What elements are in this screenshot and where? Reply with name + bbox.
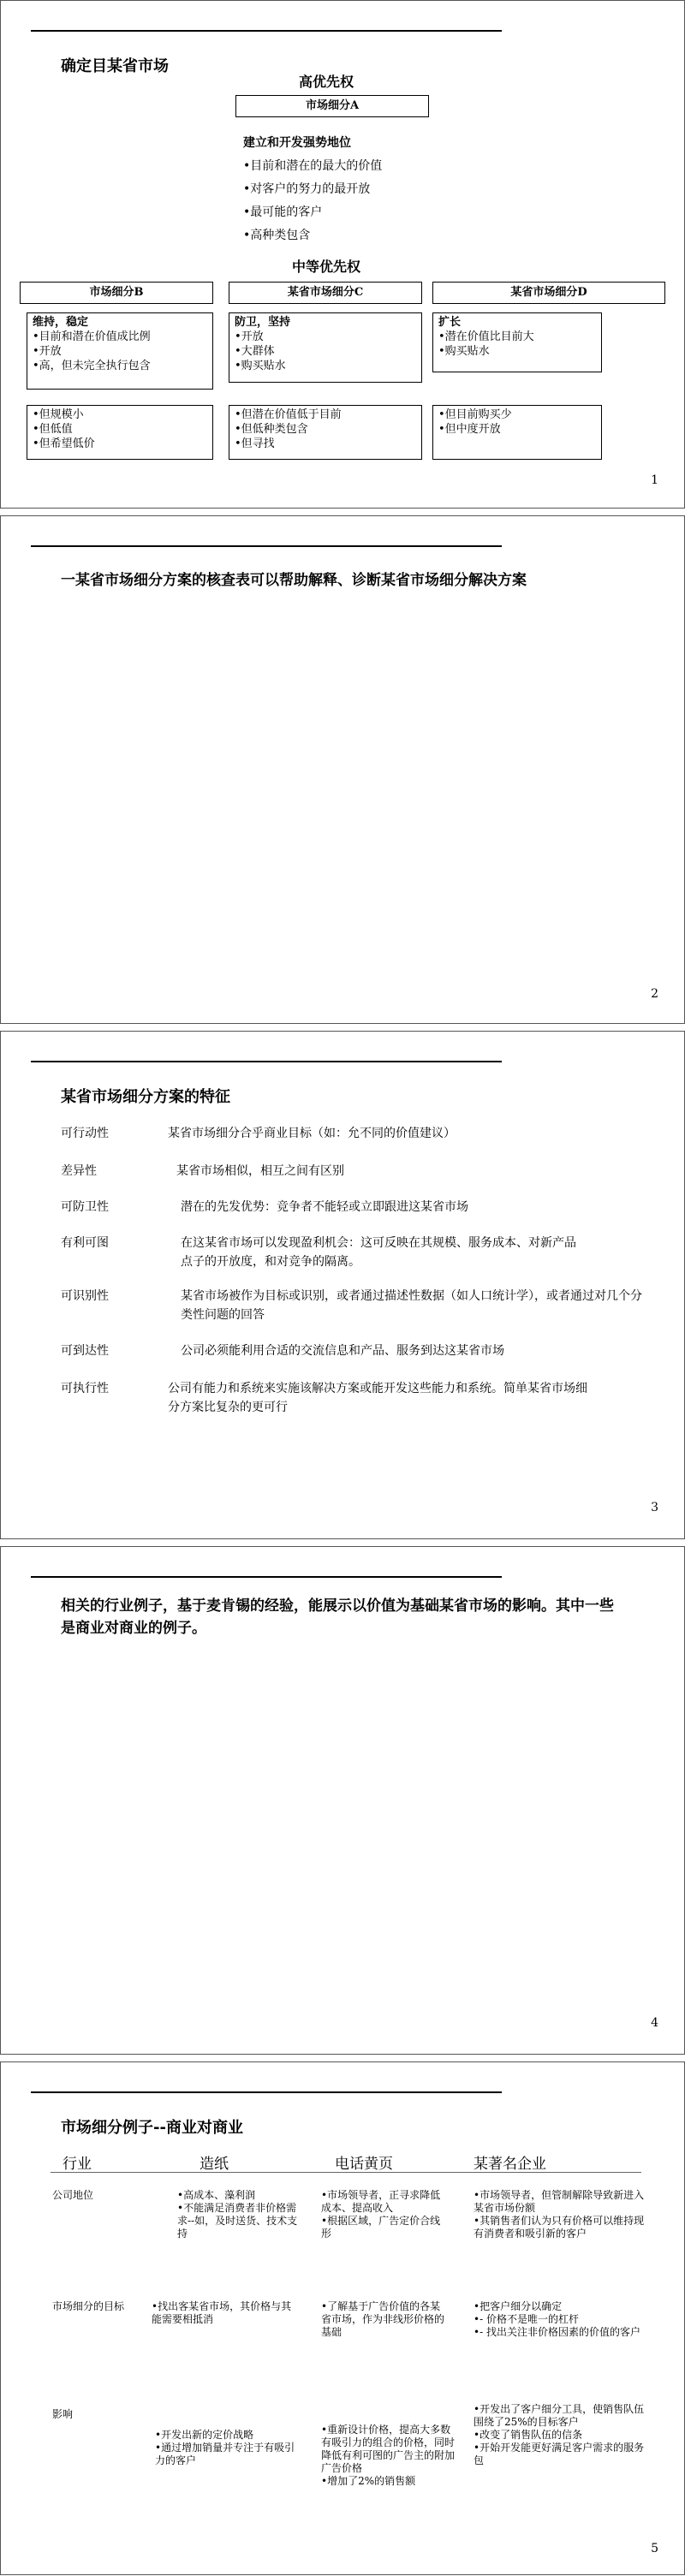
feature-name: 可识别性 <box>61 1289 109 1303</box>
list-item: • 目前和潜在价值成比例 <box>33 330 207 344</box>
list-item: • 购买贴水 <box>438 344 596 359</box>
segment-d-box <box>432 312 602 372</box>
table-cell <box>321 2300 450 2339</box>
table-cell <box>321 2189 450 2240</box>
feature-desc: 潜在的先发优势：竞争者不能轻或立即跟进这某省市场 <box>181 1200 468 1214</box>
page-number: 4 <box>651 2016 658 2030</box>
list-item: • 但寻找 <box>235 437 416 451</box>
list-item: • 但目前购买少 <box>438 408 596 422</box>
feature-desc: 公司必须能利用合适的交流信息和产品、服务到达这某省市场 <box>181 1344 504 1358</box>
row-label: 市场细分的目标 <box>52 2300 125 2312</box>
list-item: • 但低种类包含 <box>235 422 416 437</box>
high-priority-label: 高优先权 <box>298 74 354 90</box>
segment-b-low-box <box>27 405 213 460</box>
feature-name: 有利可图 <box>61 1236 109 1250</box>
feature-name: 可执行性 <box>61 1382 109 1395</box>
feature-row <box>61 1287 660 1328</box>
column-header: 行业 <box>63 2156 92 2173</box>
list-item: • 其销售者们认为只有价格可以维持现有消费者和吸引新的客户 <box>474 2215 645 2240</box>
segment-d-low-box <box>432 405 602 460</box>
table-cell <box>177 2189 306 2240</box>
feature-desc: 某省市场相似，相互之间有区别 <box>176 1164 344 1178</box>
slide-title: 确定目某省市场 <box>61 57 169 75</box>
feature-name: 差异性 <box>61 1164 97 1178</box>
table-cell <box>474 2300 645 2339</box>
segment-b-box <box>27 312 213 390</box>
slide-4 <box>0 1546 685 2055</box>
page-number: 5 <box>651 2542 658 2555</box>
page-number: 1 <box>651 473 658 487</box>
segment-a-header: 市场细分A <box>235 95 429 117</box>
mid-priority-label: 中等优先权 <box>291 259 360 275</box>
feature-desc: 在这某省市场可以发现盈利机会：这可反映在其规模、服务成本、对新产品点子的开放度，和对竞争的隔离。 <box>181 1236 576 1269</box>
table-cell <box>474 2403 645 2467</box>
segment-b-title: 维持，稳定 <box>33 316 89 329</box>
list-item: • 但希望低价 <box>33 437 207 451</box>
list-item: • 对客户的努力的最开放 <box>243 178 382 201</box>
list-item: • 市场领导者，但管制解除导致新进入某省市场份额 <box>474 2189 645 2215</box>
feature-row <box>61 1162 660 1182</box>
column-header: 某著名企业 <box>474 2156 546 2173</box>
table-cell <box>321 2424 458 2488</box>
list-item: • 把客户细分以确定 <box>474 2300 645 2313</box>
list-item: • 开放 <box>235 330 416 344</box>
segment-d-title: 扩长 <box>438 316 462 329</box>
segment-c-box <box>229 312 422 383</box>
list-item: • 但低值 <box>33 422 207 437</box>
table-cell <box>155 2429 301 2467</box>
list-item: • 开放 <box>33 344 207 359</box>
list-item: • 潜在价值比目前大 <box>438 330 596 344</box>
segment-b-header: 市场细分B <box>20 282 213 304</box>
row-label: 公司地位 <box>52 2189 94 2201</box>
list-item: • 增加了2%的销售额 <box>321 2475 458 2488</box>
list-item: • 不能满足消费者非价格需求--如，及时送货、技术支持 <box>177 2202 306 2240</box>
list-item: • 高，但未完全执行包含 <box>33 359 207 373</box>
list-item: • 大群体 <box>235 344 416 359</box>
list-item: • 开发出了客户细分工具，使销售队伍围绕了25%的目标客户 <box>474 2403 645 2429</box>
slide-5 <box>0 2061 685 2575</box>
list-item: • 了解基于广告价值的各某省市场，作为非线形价格的基础 <box>321 2300 450 2339</box>
slide-title: 某省市场细分方案的特征 <box>61 1088 230 1106</box>
column-header: 造纸 <box>200 2156 229 2173</box>
segment-a-subtitle: 建立和开发强势地位 <box>243 136 351 150</box>
feature-desc: 某省市场被作为目标或识别，或者通过描述性数据（如人口统计学），或者通过对几个分类性问题的回答 <box>181 1289 642 1322</box>
segment-c-title: 防卫，坚持 <box>235 316 291 329</box>
slide-2 <box>0 515 685 1024</box>
segment-d-header: 某省市场细分D <box>432 282 665 304</box>
slide-title-rule <box>31 1576 502 1578</box>
list-item: • 开始开发能更好满足客户需求的服务包 <box>474 2442 645 2467</box>
list-item: • 但潜在价值低于目前 <box>235 408 416 422</box>
list-item: • 找出客某省市场，其价格与其能需要相抵消 <box>152 2300 297 2326</box>
list-item: • 高种类包含 <box>243 224 382 247</box>
list-item: • 但规模小 <box>33 408 207 422</box>
row-label: 影响 <box>52 2408 74 2420</box>
feature-row <box>61 1198 660 1218</box>
feature-row <box>61 1234 660 1275</box>
page-number: 2 <box>651 987 658 1001</box>
slide-title-rule <box>31 2091 502 2093</box>
feature-row <box>61 1379 660 1420</box>
feature-row <box>61 1342 660 1362</box>
list-item: • 高成本、藻利润 <box>177 2189 306 2202</box>
slide-title: 一某省市场细分方案的核查表可以帮助解释、诊断某省市场细分解决方案 <box>61 572 527 589</box>
list-item: • 但中度开放 <box>438 422 596 437</box>
slide-3 <box>0 1031 685 1539</box>
page-number: 3 <box>651 1501 658 1514</box>
list-item: • 重新设计价格，提高大多数有吸引力的组合的价格，同时降低有利可图的广告主的附加广告价格 <box>321 2424 458 2475</box>
feature-desc: 公司有能力和系统来实施该解决方案或能开发这些能力和系统。简单某省市场细分方案比复杂的更可行 <box>168 1382 587 1414</box>
slide-title-rule <box>31 30 502 32</box>
column-header: 电话黄页 <box>335 2156 393 2173</box>
list-item: • 改变了销售队伍的信条 <box>474 2429 645 2442</box>
slide-title: 市场细分例子--商业对商业 <box>61 2119 243 2137</box>
slide-title-rule <box>31 545 502 547</box>
feature-desc: 某省市场细分合乎商业目标（如：允不同的价值建议） <box>168 1127 456 1140</box>
list-item: • - 找出关注非价格因素的价值的客户 <box>474 2326 645 2339</box>
table-cell <box>152 2300 297 2326</box>
list-item: • 购买贴水 <box>235 359 416 373</box>
segment-a-list <box>243 155 382 247</box>
slide-title: 相关的行业例子，基于麦肯锡的经验，能展示以价值为基础某省市场的影响。其中一些是商业对商业的例子。 <box>61 1597 614 1637</box>
list-item: • 目前和潜在的最大的价值 <box>243 155 382 178</box>
feature-row <box>61 1124 660 1145</box>
list-item: • 开发出新的定价战略 <box>155 2429 301 2442</box>
segment-c-low-box <box>229 405 422 460</box>
list-item: • 市场领导者，正寻求降低成本、提高收入 <box>321 2189 450 2215</box>
feature-name: 可行动性 <box>61 1127 109 1140</box>
feature-name: 可防卫性 <box>61 1200 109 1214</box>
list-item: • 最可能的客户 <box>243 201 382 224</box>
list-item: • - 价格不是唯一的杠杆 <box>474 2313 645 2326</box>
slide-1 <box>0 0 685 509</box>
table-cell <box>474 2189 645 2240</box>
segment-c-header: 某省市场细分C <box>229 282 422 304</box>
list-item: • 根据区域，广告定价合线形 <box>321 2215 450 2240</box>
list-item: • 通过增加销量并专注于有吸引力的客户 <box>155 2442 301 2467</box>
slide-title-rule <box>31 1061 502 1062</box>
feature-name: 可到达性 <box>61 1344 109 1358</box>
header-rule <box>51 2172 641 2173</box>
